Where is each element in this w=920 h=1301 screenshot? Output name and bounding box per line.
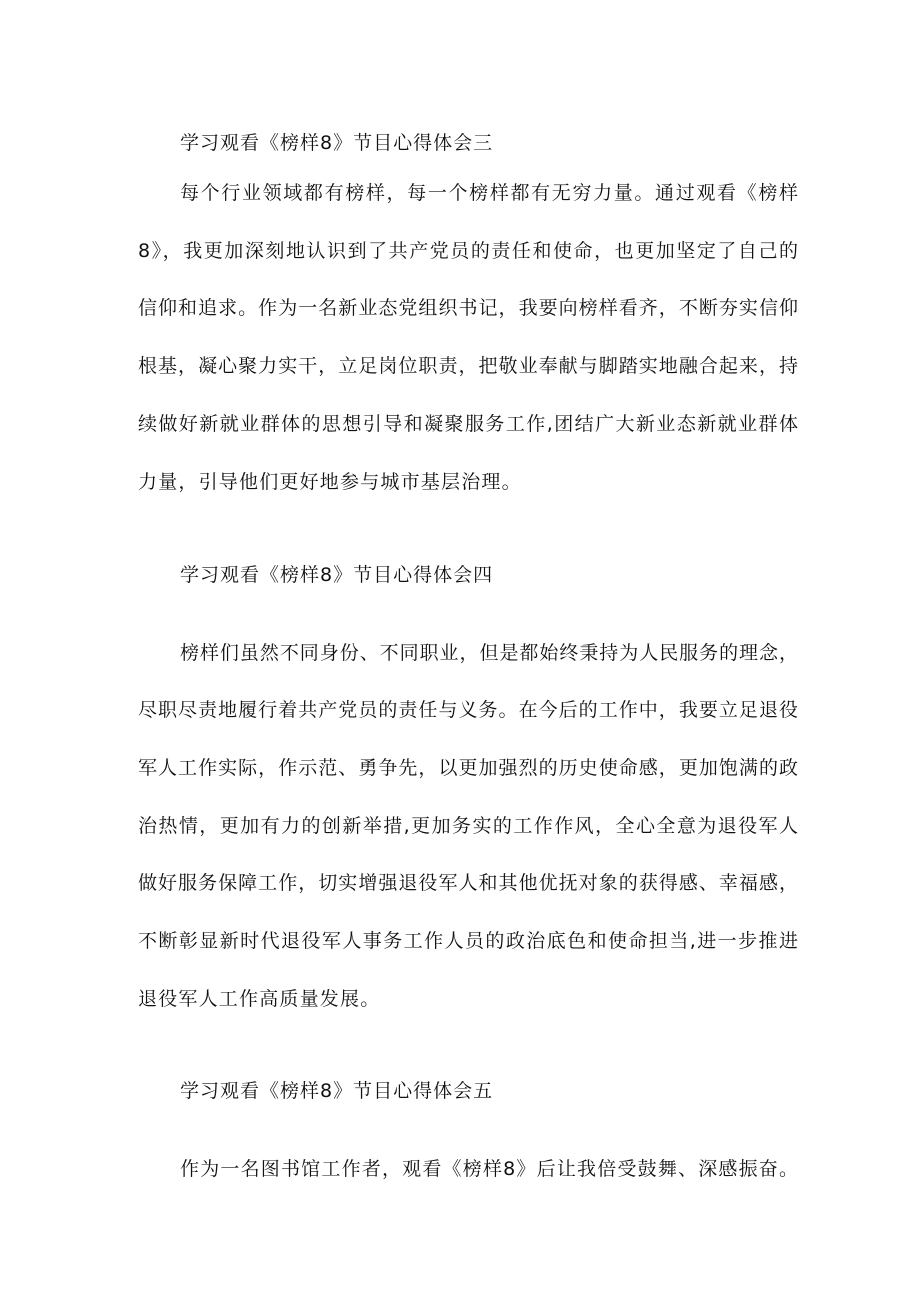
section-heading-4: 学习观看《榜样8》节目心得体会四 bbox=[180, 564, 494, 586]
paragraph-line: 力量，引导他们更好地参与城市基层治理。 bbox=[138, 471, 522, 493]
paragraph-line: 做好服务保障工作，切实增强退役军人和其他优抚对象的获得感、幸福感， bbox=[138, 872, 798, 894]
paragraph-line: 作为一名图书馆工作者，观看《榜样8》后让我倍受鼓舞、深感振奋。 bbox=[180, 1158, 798, 1180]
paragraph-line: 不断彰显新时代退役军人事务工作人员的政治底色和使命担当,进一步推进 bbox=[138, 930, 798, 952]
paragraph-line: 治热情，更加有力的创新举措,更加务实的工作作风，全心全意为退役军人 bbox=[138, 815, 798, 837]
section-heading-5: 学习观看《榜样8》节目心得体会五 bbox=[180, 1080, 494, 1102]
paragraph-line: 退役军人工作高质量发展。 bbox=[138, 988, 381, 1010]
paragraph-line: 信仰和追求。作为一名新业态党组织书记，我要向榜样看齐，不断夯实信仰 bbox=[138, 297, 798, 319]
paragraph-line: 军人工作实际，作示范、勇争先，以更加强烈的历史使命感，更加饱满的政 bbox=[138, 757, 798, 779]
paragraph-line: 根基，凝心聚力实干，立足岗位职责，把敬业奉献与脚踏实地融合起来，持 bbox=[138, 355, 798, 377]
section-heading-3: 学习观看《榜样8》节目心得体会三 bbox=[180, 132, 494, 154]
paragraph-line: 续做好新就业群体的思想引导和凝聚服务工作,团结广大新业态新就业群体 bbox=[138, 413, 798, 435]
paragraph-line: 榜样们虽然不同身份、不同职业，但是都始终秉持为人民服务的理念， bbox=[180, 642, 798, 664]
paragraph-line: 8》，我更加深刻地认识到了共产党员的责任和使命，也更加坚定了自己的 bbox=[138, 240, 798, 262]
paragraph-line: 每个行业领域都有榜样，每一个榜样都有无穷力量。通过观看《榜样 bbox=[180, 182, 798, 204]
paragraph-line: 尽职尽责地履行着共产党员的责任与义务。在今后的工作中，我要立足退役 bbox=[138, 699, 798, 721]
